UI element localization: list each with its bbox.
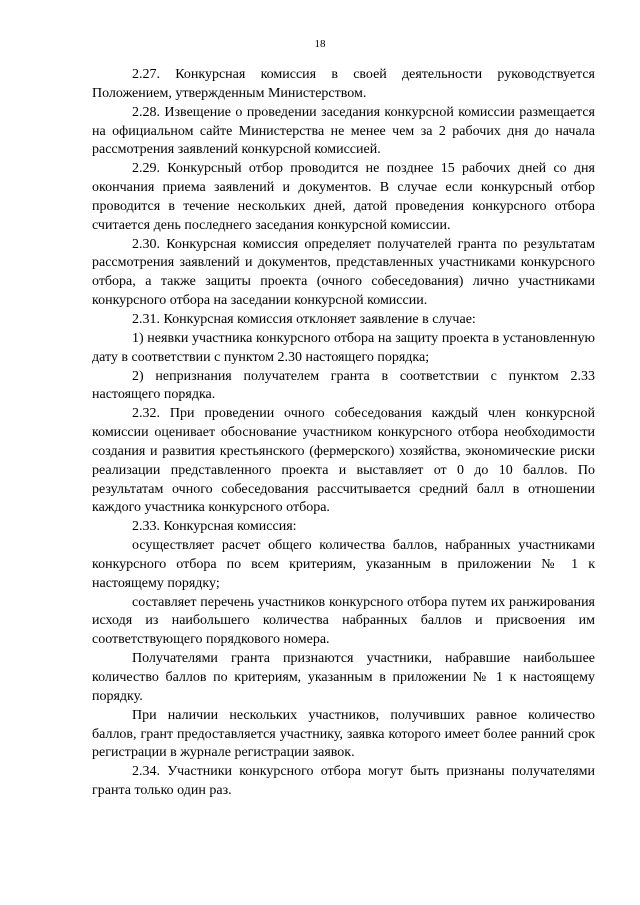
list-item-2-33-2: составляет перечень участников конкурсного отбора путем их ранжирования исходя из наибольшего количества набранных баллов и присвоения им соответствующего порядкового номера.	[92, 594, 595, 648]
paragraph-2-30: 2.30. Конкурсная комиссия определяет получателей гранта по результатам рассмотрения заявлений и документов, представленных участниками конкурсного отбора, а также защиты проекта (очного собеседования) лично участниками конкурсного отбора на заседании конкурсной комиссии.	[92, 236, 595, 309]
paragraph-grant-recipients: Получателями гранта признаются участники, набравшие наибольшее количество баллов по критериям, указанным в приложении № 1 к настоящему порядку.	[92, 651, 595, 704]
paragraph-2-32: 2.32. При проведении очного собеседования каждый член конкурсной комиссии оценивает обоснование участником конкурсного отбора необходимости создания и развития крестьянского (фермерского) хозяйства, экономические риски реализации представленного проекта и выставляет от 0 до 10 баллов. По результатам очного собеседования рассчитывается средний балл в отношении каждого участника конкурсного отбора.	[92, 406, 595, 516]
list-item-2-31-1: 1) неявки участника конкурсного отбора на защиту проекта в установленную дату в соответствии с пунктом 2.30 настоящего порядка;	[92, 330, 595, 365]
paragraph-2-29: 2.29. Конкурсный отбор проводится не позднее 15 рабочих дней со дня окончания приема заявлений и документов. В случае если конкурсный отбор проводится в течение нескольких дней, датой проведения конкурсного отбора считается день последнего заседания конкурсной комиссии.	[92, 161, 595, 233]
list-item-2-31-2: 2) непризнания получателем гранта в соответствии с пунктом 2.33 настоящего порядка.	[92, 368, 595, 403]
paragraph-2-28: 2.28. Извещение о проведении заседания конкурсной комиссии размещается на официальном сайте Министерства не менее чем за 2 рабочих дня до начала рассмотрения заявлений конкурсной комиссией.	[92, 104, 595, 158]
paragraph-2-31: 2.31. Конкурсная комиссия отклоняет заявление в случае:	[132, 311, 476, 327]
document-body	[92, 66, 595, 801]
paragraph-2-27: 2.27. Конкурсная комиссия в своей деятельности руководствуется Положением, утвержденным Министерством.	[92, 67, 595, 101]
paragraph-2-34: 2.34. Участники конкурсного отбора могут быть признаны получателями гранта только один раз.	[92, 764, 595, 799]
paragraph-equal-scores: При наличии нескольких участников, получивших равное количество баллов, грант предоставляется участнику, заявка которого имеет более ранний срок регистрации в журнале регистрации заявок.	[92, 707, 595, 761]
list-item-2-33-1: осуществляет расчет общего количества баллов, набранных участниками конкурсного отбора по всем критериям, указанным в приложении № 1 к настоящему порядку;	[92, 538, 595, 591]
paragraph-2-33: 2.33. Конкурсная комиссия:	[132, 519, 297, 535]
page-number: 18	[314, 38, 326, 50]
